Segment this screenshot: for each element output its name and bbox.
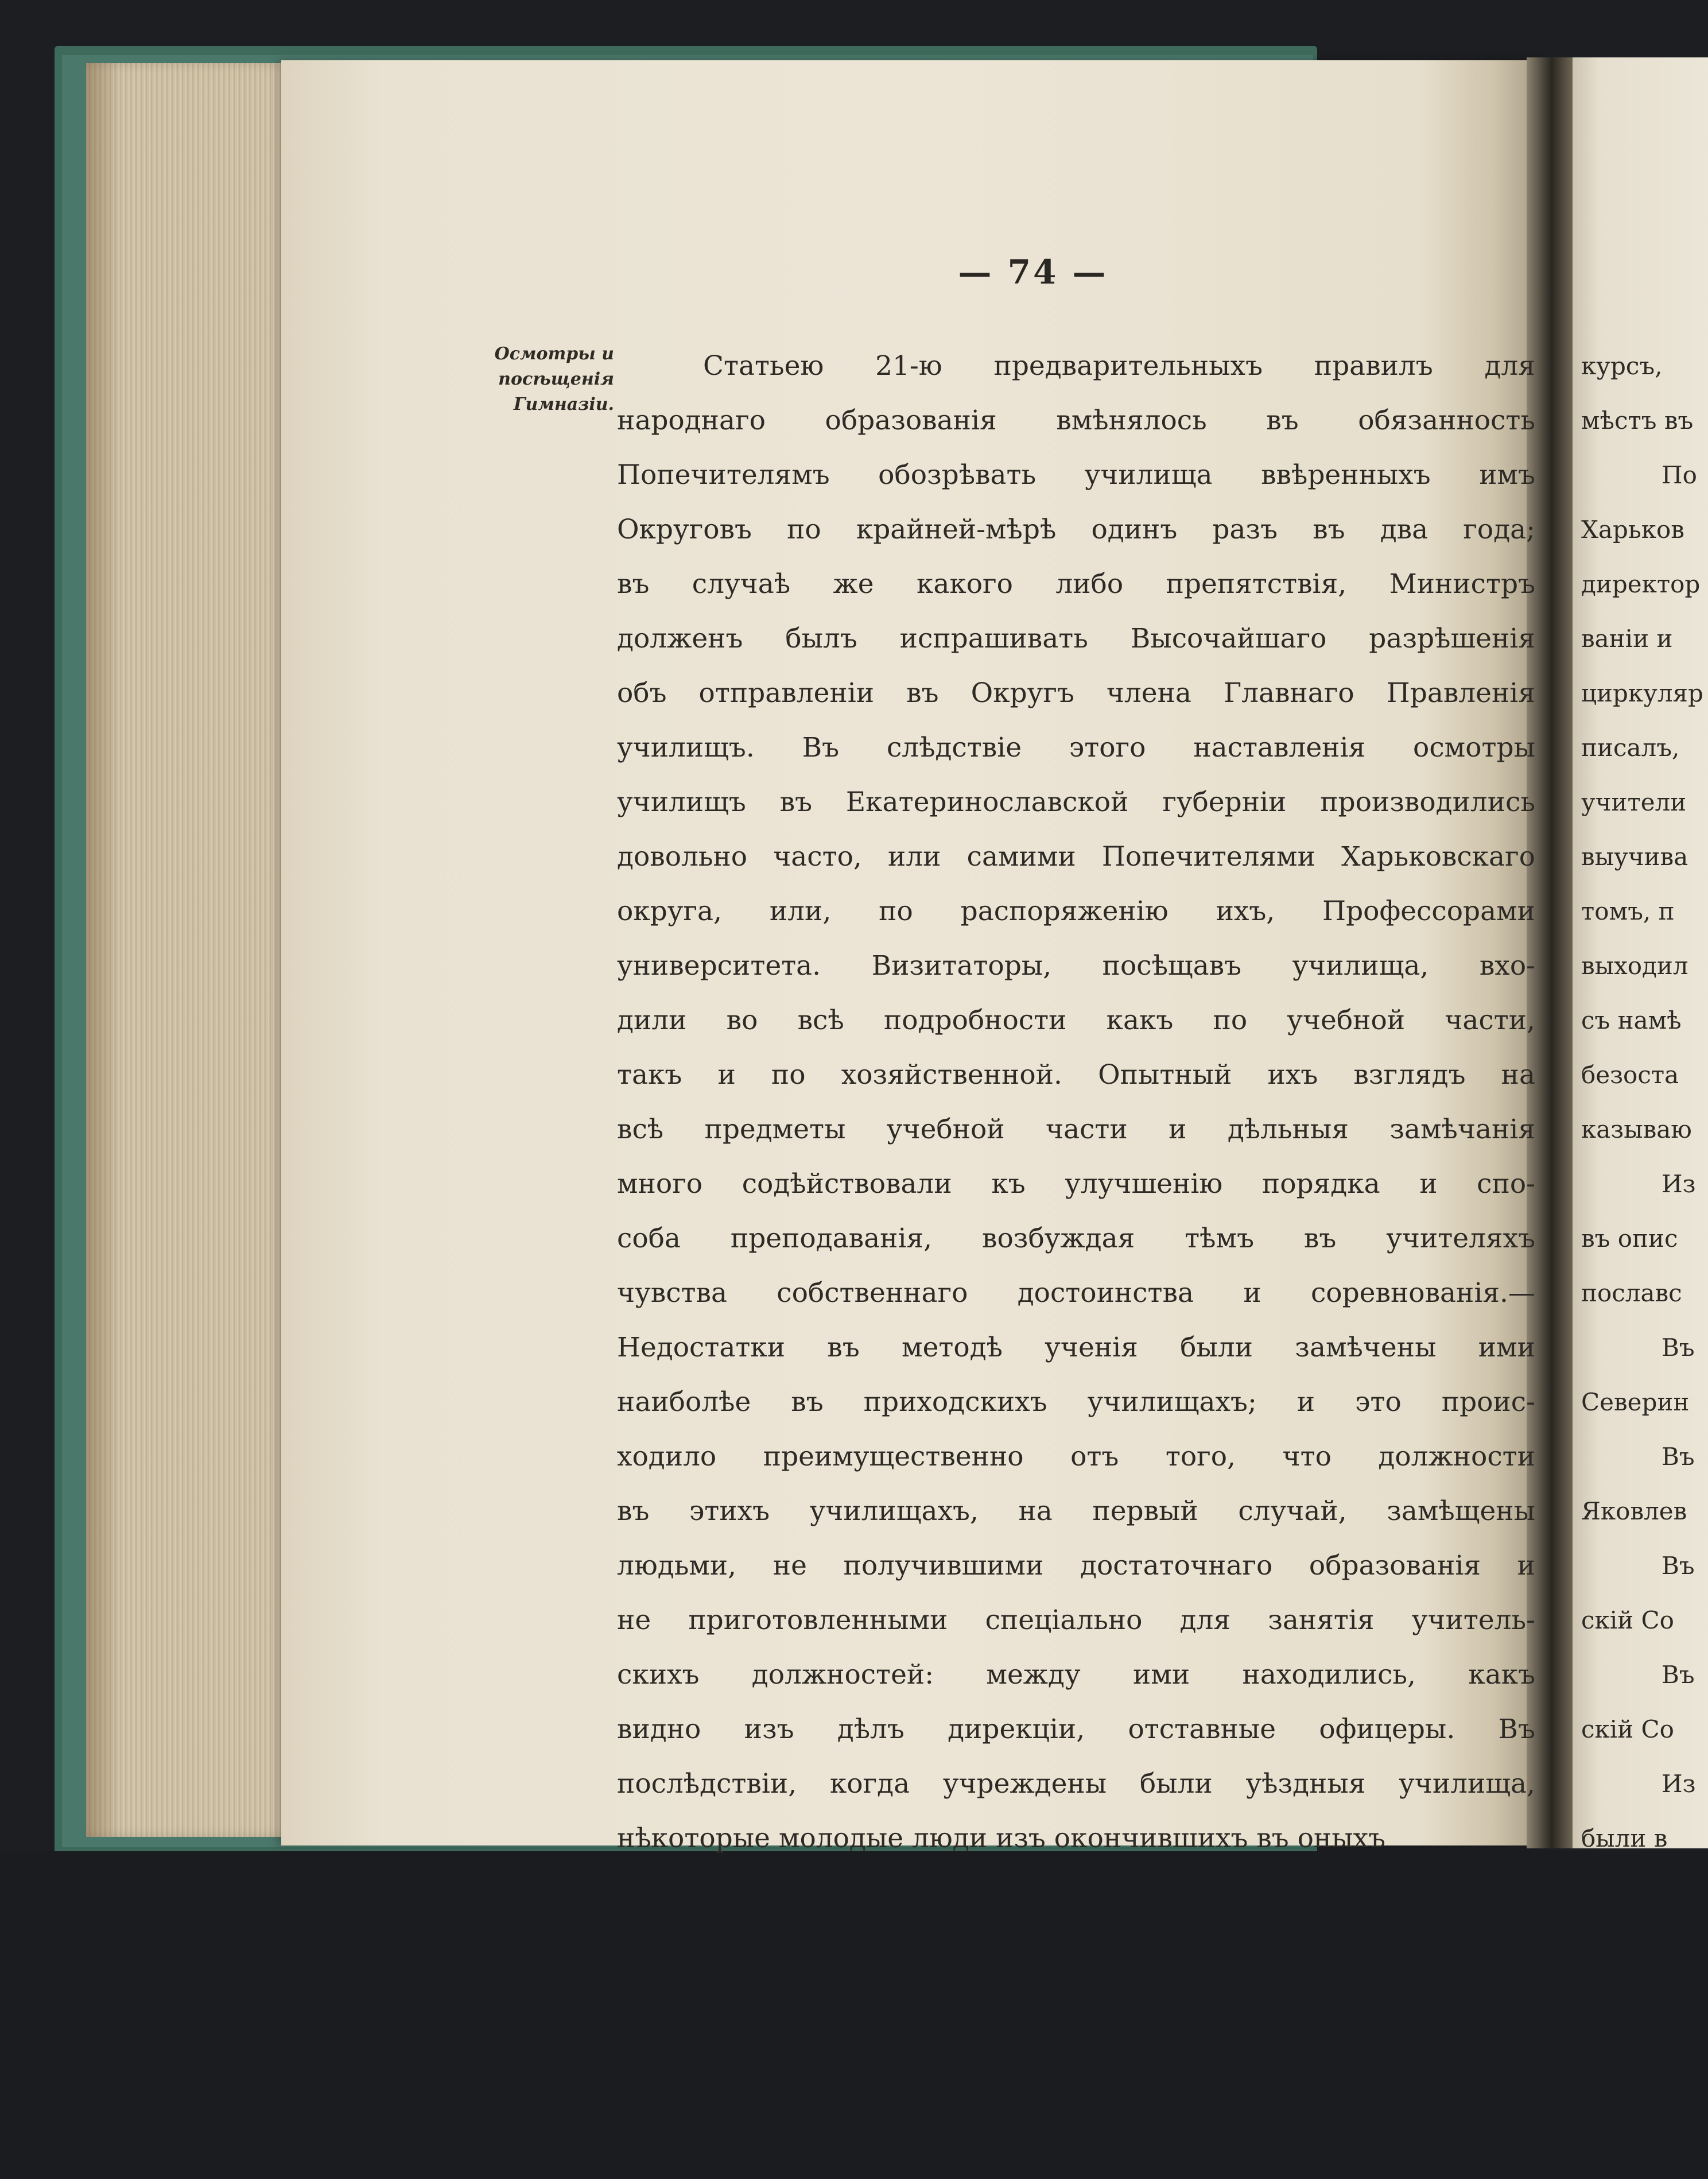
page-edges [86, 63, 304, 1837]
text-line: людьми, не получившими достаточнаго образованія и [617, 1550, 1535, 1581]
text-line: всѣ предметы учебной части и дѣльныя замѣчанія [617, 1114, 1535, 1145]
text-line: чувства собственнаго достоинства и соревнованія.— [617, 1277, 1535, 1309]
text-line: циркуляр [1581, 679, 1703, 707]
text-line: Из [1662, 1170, 1696, 1198]
text-line: Въ [1662, 1661, 1695, 1689]
text-line: Округовъ по крайней-мѣрѣ одинъ разъ въ два года; [617, 514, 1535, 545]
text-line: Въ [1662, 1552, 1695, 1580]
text-line: училищъ. Въ слѣдствіе этого наставленія осмотры [617, 732, 1535, 763]
text-line: долженъ былъ испрашивать Высочайшаго разрѣшенія [617, 623, 1535, 654]
text-line: не приготовленными спеціально для занятія учитель- [617, 1604, 1535, 1636]
text-line: университета. Визитаторы, посѣщавъ училища, вхо- [617, 950, 1535, 982]
text-line: объ отправленіи въ Округъ члена Главнаго Правленія [617, 677, 1535, 709]
text-line: были в [1581, 1824, 1668, 1852]
text-line: мѣстъ въ [1581, 406, 1694, 435]
text-line: казываю [1581, 1115, 1692, 1143]
text-line: въ этихъ училищахъ, на первый случай, замѣщены [617, 1495, 1535, 1527]
text-line: учители [1581, 788, 1687, 816]
text-line: безоста [1581, 1061, 1679, 1089]
text-line: съ намѣ [1581, 1006, 1682, 1034]
text-line: скій Со [1581, 1606, 1674, 1634]
text-line: пославс [1581, 1279, 1682, 1307]
text-line: ваніи и [1581, 625, 1673, 653]
text-line: Статьею 21-ю предварительныхъ правилъ для [703, 350, 1535, 382]
text-line: въ опис [1581, 1224, 1678, 1253]
text-line: въ случаѣ же какого либо препятствія, Министръ [617, 568, 1535, 600]
page-edge-shade [86, 63, 121, 1837]
text-line: Яковлев [1581, 1497, 1687, 1525]
text-line: такъ и по хозяйственной. Опытный ихъ взглядъ на [617, 1059, 1535, 1091]
text-line: ходило преимущественно отъ того, что должности [617, 1441, 1535, 1472]
text-line: дили во всѣ подробности какъ по учебной части, [617, 1005, 1535, 1036]
text-line: Харьков [1581, 515, 1684, 544]
text-line: Попечителямъ обозрѣвать училища ввѣренныхъ имъ [617, 459, 1535, 491]
text-line: писалъ, [1581, 734, 1680, 762]
text-line: довольно часто, или самими Попечителями Харьковскаго [617, 841, 1535, 873]
text-line: училищъ въ Екатеринославской губерніи производились [617, 786, 1535, 818]
text-line: наиболѣе въ приходскихъ училищахъ; и это проис- [617, 1386, 1535, 1418]
text-line: выучива [1581, 843, 1688, 871]
text-line: По [1662, 461, 1697, 489]
text-line: Недостатки въ методѣ ученія были замѣчены ими [617, 1332, 1535, 1363]
text-line: Въ [1662, 1333, 1695, 1362]
left-page-text [617, 339, 1535, 1866]
page-number: — 74 — [958, 253, 1108, 292]
text-line: видно изъ дѣлъ дирекціи, отставные офицеры. Въ [617, 1713, 1535, 1745]
text-line: директор [1581, 570, 1701, 598]
text-line: Въ [1662, 1443, 1695, 1471]
right-page-text [1581, 339, 1708, 1866]
background-shadow [0, 1851, 1708, 2179]
text-line: округа, или, по распоряженію ихъ, Профессорами [617, 895, 1535, 927]
text-line: соба преподаванія, возбуждая тѣмъ въ учителяхъ [617, 1223, 1535, 1254]
text-line: скій Со [1581, 1715, 1674, 1743]
text-line: выходил [1581, 952, 1688, 980]
text-line: много содѣйствовали къ улучшенію порядка и спо- [617, 1168, 1535, 1200]
text-line: курсъ, [1581, 352, 1663, 380]
text-line: скихъ должностей: между ими находились, какъ [617, 1659, 1535, 1691]
text-line: нѣкоторые молодые люди изъ окончившихъ въ оныхъ [617, 1823, 1386, 1854]
text-line: народнаго образованія вмѣнялось въ обязанность [617, 405, 1535, 436]
text-line: послѣдствіи, когда учреждены были уѣздныя училища, [617, 1768, 1535, 1800]
margin-note: Осмотры и посѣщенія Гимназіи. [494, 344, 614, 414]
text-line: Северин [1581, 1388, 1690, 1416]
text-line: томъ, п [1581, 897, 1675, 925]
text-line: Из [1662, 1770, 1696, 1798]
